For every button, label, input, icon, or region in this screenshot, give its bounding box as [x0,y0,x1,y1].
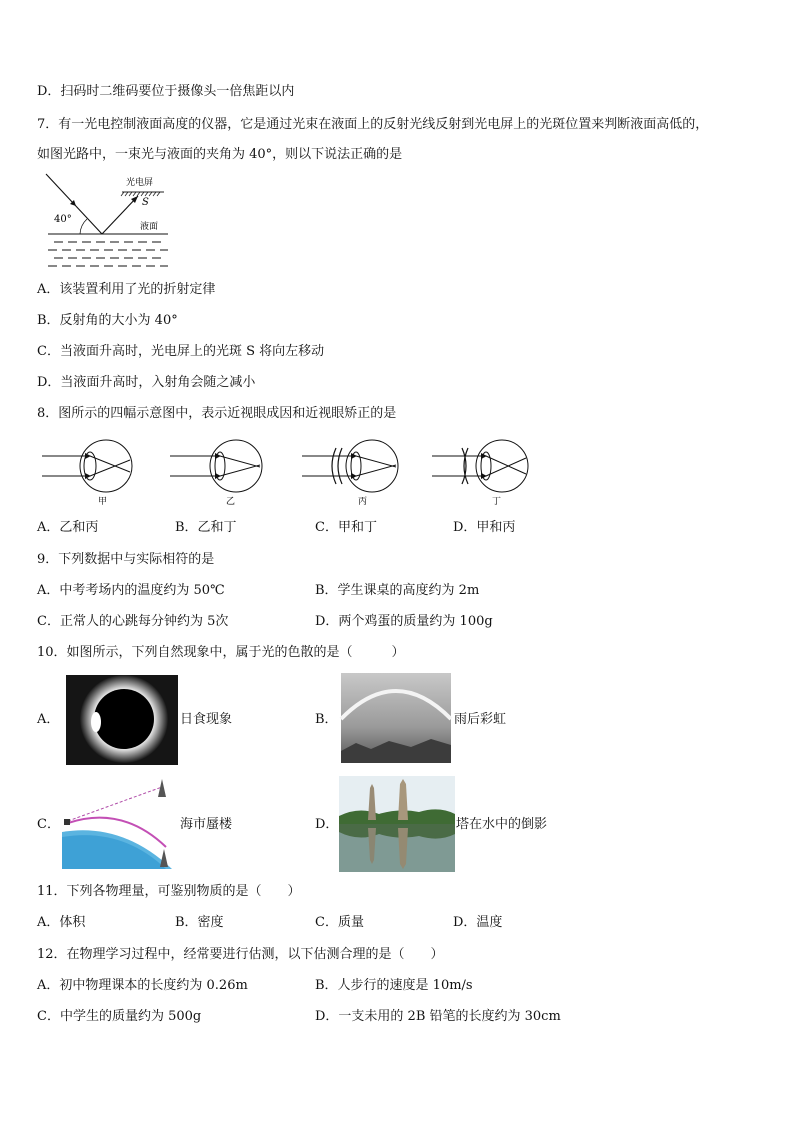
q9-stem: 9．下列数据中与实际相符的是 [37,552,215,567]
mirage-image [62,777,176,869]
q7-angle-label: 40° [54,214,72,225]
q12-option-c[interactable]: C．中学生的质量约为 500g [37,1009,202,1024]
q10-option-b-letter[interactable]: B． [315,712,338,727]
q7-option-c[interactable]: C．当液面升高时，光电屏上的光斑 S 将向左移动 [37,344,325,359]
eye-label-ding: 丁 [492,497,502,507]
q9-option-a[interactable]: A．中考考场内的温度约为 50℃ [37,583,225,598]
q10-stem: 10．如图所示，下列自然现象中，属于光的色散的是（ ） [37,645,405,660]
eye-diagram-ding [432,440,528,507]
q11-option-d[interactable]: D．温度 [453,915,503,930]
rainbow-image [341,673,451,763]
q8-eye-diagrams [40,438,540,518]
q7-option-a[interactable]: A．该装置利用了光的折射定律 [37,282,216,297]
q12-stem: 12．在物理学习过程中，经常要进行估测，以下估测合理的是（ ） [37,947,444,962]
q8-option-d[interactable]: D．甲和丙 [453,520,516,535]
q10-option-a-caption: 日食现象 [180,712,233,727]
q10-option-a-letter[interactable]: A． [37,712,60,727]
q10-option-b-caption: 雨后彩虹 [454,712,507,727]
q11-option-c[interactable]: C．质量 [315,915,364,930]
q12-option-b[interactable]: B．人步行的速度是 10m/s [315,978,473,993]
eye-label-jia: 甲 [98,497,108,507]
q10-option-c-caption: 海市蜃楼 [180,817,233,832]
prev-option-d: D．扫码时二维码要位于摄像头一倍焦距以内 [37,84,295,99]
q11-stem: 11．下列各物理量，可鉴别物质的是（ ） [37,884,301,899]
q8-option-a[interactable]: A．乙和丙 [37,520,99,535]
eye-diagram-bing [302,440,398,507]
q7-option-b[interactable]: B．反射角的大小为 40° [37,313,178,328]
q10-option-c-letter[interactable]: C． [37,817,60,832]
q7-surface-label: 液面 [140,222,159,232]
q12-option-a[interactable]: A．初中物理课本的长度约为 0.26m [37,978,248,993]
eye-diagram-jia [42,440,132,507]
eye-label-yi: 乙 [226,497,236,507]
q7-stem-line2: 如图光路中，一束光与液面的夹角为 40°，则以下说法正确的是 [37,147,403,162]
eye-label-bing: 丙 [358,497,368,507]
pagoda-reflection-image [339,776,455,872]
q7-stem-line1: 7．有一光电控制液面高度的仪器，它是通过光束在液面上的反射光线反射到光电屏上的光斑位置来判断液面高低的， [37,117,709,132]
q7-spot-label: S [142,197,149,208]
q8-option-b[interactable]: B．乙和丁 [175,520,237,535]
q9-option-c[interactable]: C．正常人的心跳每分钟约为 5次 [37,614,229,629]
solar-eclipse-image [66,675,178,765]
eye-diagram-yi [170,440,262,507]
q9-option-b[interactable]: B．学生课桌的高度约为 2m [315,583,480,598]
q11-option-a[interactable]: A．体积 [37,915,86,930]
q8-option-c[interactable]: C．甲和丁 [315,520,377,535]
q9-option-d[interactable]: D．两个鸡蛋的质量约为 100g [315,614,493,629]
q7-screen-label: 光电屏 [126,178,154,188]
q12-option-d[interactable]: D．一支未用的 2B 铅笔的长度约为 30cm [315,1009,561,1024]
q10-option-d-letter[interactable]: D． [315,817,339,832]
q8-stem: 8．图所示的四幅示意图中，表示近视眼成因和近视眼矫正的是 [37,406,397,421]
q7-light-path-figure [40,172,200,272]
q10-option-d-caption: 塔在水中的倒影 [456,817,548,832]
q7-option-d[interactable]: D．当液面升高时，入射角会随之减小 [37,375,256,390]
q11-option-b[interactable]: B．密度 [175,915,224,930]
